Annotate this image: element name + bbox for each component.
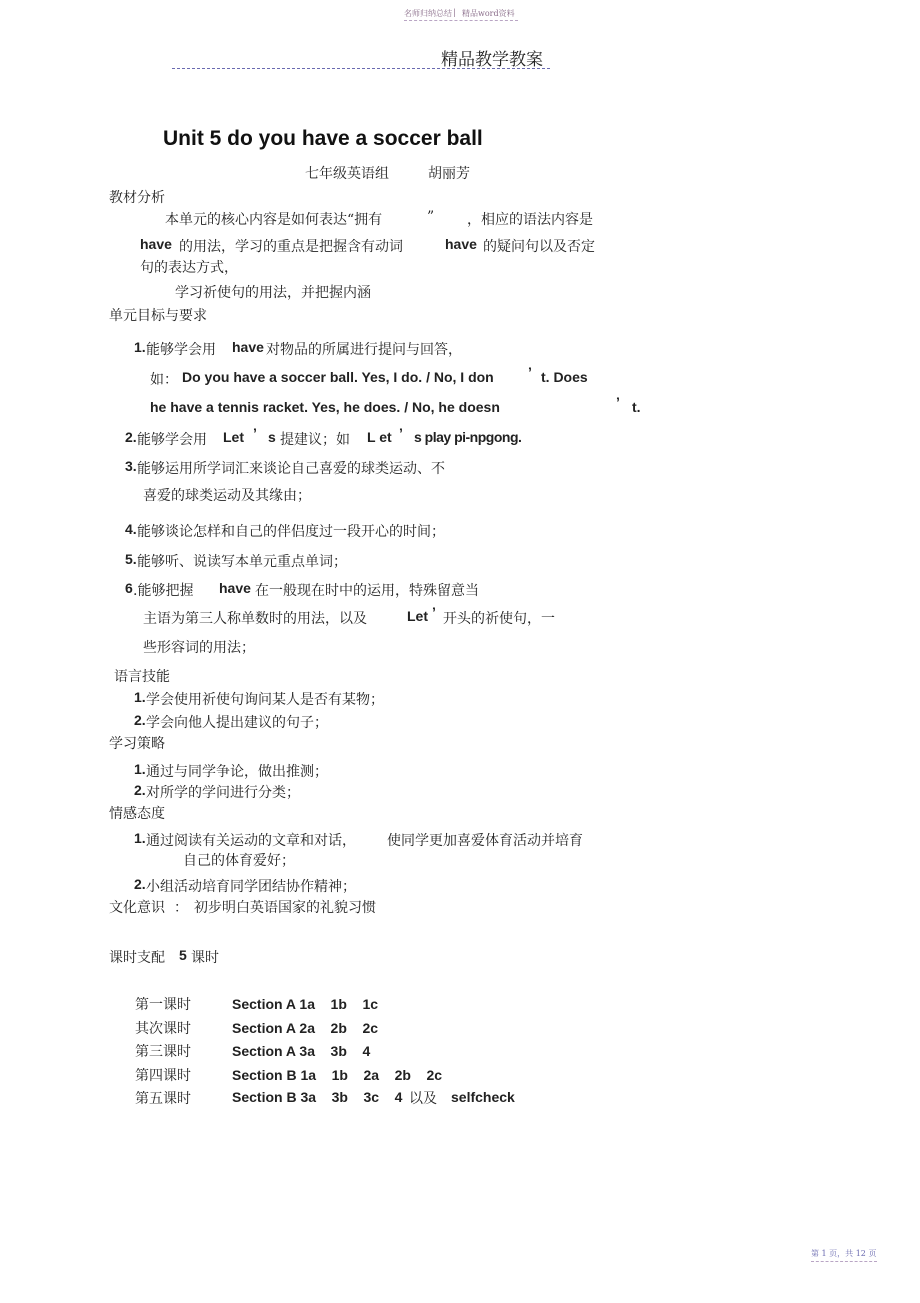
goal-1-text-a: 能够学会用	[146, 342, 216, 358]
strategy-heading: 学习策略	[109, 736, 165, 752]
goal-2-let-example: L et	[367, 429, 392, 445]
culture-heading: 文化意识	[109, 900, 165, 916]
header-underline	[404, 20, 518, 21]
goal-6-text-e: 些形容词的用法；	[143, 640, 255, 656]
skill-2-number: 2.	[134, 712, 146, 728]
strategy-2-number: 2.	[134, 782, 146, 798]
strategy-1-text: 通过与同学争论，做出推测；	[146, 764, 328, 780]
skill-1-text: 学会使用祈使句询问某人是否有某物；	[146, 692, 384, 708]
goal-4-text: 能够谈论怎样和自己的伴侣度过一段开心的时间；	[137, 524, 445, 540]
skill-2-text: 学会向他人提出建议的句子；	[146, 715, 328, 731]
goal-1-number: 1.	[134, 339, 146, 355]
goal-6-apostrophe: ’	[432, 604, 436, 620]
example-label: 如：	[150, 372, 178, 388]
header-right: 精品word资料	[462, 9, 515, 18]
schedule-lesson: 第一课时	[135, 997, 191, 1013]
goal-1-have: have	[232, 339, 264, 355]
goal-3-text-b: 喜爱的球类运动及其缘由；	[143, 488, 311, 504]
goal-2-number: 2.	[125, 429, 137, 445]
example-line-2-apostrophe: ’	[616, 394, 620, 410]
attitude-2-text: 小组活动培育同学团结协作精神；	[146, 879, 356, 895]
goal-6-text-a: .能够把握	[133, 583, 194, 599]
analysis-p1-c: ，相应的语法内容是	[467, 212, 593, 228]
analysis-have-1: have	[140, 236, 172, 252]
analysis-p3: 句的表达方式，	[140, 260, 238, 276]
attitude-1-text-b: 使同学更加喜爱体育活动并培育	[387, 833, 583, 849]
example-line-1-end: t. Does	[541, 369, 588, 385]
page-number: 第 1 页，共 12 页	[811, 1249, 877, 1258]
goal-6-text-c: 主语为第三人称单数时的用法，以及	[143, 611, 367, 627]
goal-2-s: s	[268, 429, 276, 445]
goal-2-apostrophe-2: ’	[399, 425, 403, 441]
example-line-2-end: t.	[632, 399, 641, 415]
banner-title: 精品教学教案	[441, 50, 543, 70]
schedule-content: Section B 1a 1b 2a 2b 2c	[232, 1067, 443, 1083]
goal-6-text-d: 开头的祈使句，一	[443, 611, 555, 627]
schedule-content: Section A 2a 2b 2c	[232, 1020, 379, 1036]
goal-6-let: Let	[407, 608, 428, 624]
example-line-2: he have a tennis racket. Yes, he does. / No, he doesn	[150, 399, 500, 415]
attitude-heading: 情感态度	[109, 806, 165, 822]
schedule-suffix: 以及	[409, 1091, 437, 1107]
author-group: 七年级英语组	[305, 166, 389, 182]
doc-title: Unit 5 do you have a soccer ball	[163, 127, 483, 150]
goal-1-text-b: 对物品的所属进行提问与回答，	[266, 342, 462, 358]
schedule-label: 课时支配	[109, 950, 165, 966]
culture-colon: ：	[174, 900, 188, 916]
header-separator: |	[453, 8, 456, 17]
schedule-lesson: 第四课时	[135, 1068, 191, 1084]
attitude-1-number: 1.	[134, 830, 146, 846]
schedule-unit: 课时	[191, 950, 219, 966]
attitude-1-text-c: 自己的体育爱好；	[183, 853, 295, 869]
header-left: 名师归纳总结	[404, 9, 452, 18]
goal-2-text-a: 能够学会用	[137, 432, 207, 448]
example-line-1-apostrophe: ’	[528, 364, 532, 380]
analysis-have-2: have	[445, 236, 477, 252]
goal-3-text-a: 能够运用所学词汇来谈论自己喜爱的球类运动、不	[137, 461, 445, 477]
goal-3-number: 3.	[125, 458, 137, 474]
analysis-heading: 教材分析	[109, 190, 165, 206]
schedule-content: Section A 3a 3b 4	[232, 1043, 371, 1059]
analysis-p4: 学习祈使句的用法，并把握内涵	[175, 285, 371, 301]
goal-4-number: 4.	[125, 521, 137, 537]
goal-5-number: 5.	[125, 551, 137, 567]
schedule-count: 5	[179, 947, 187, 963]
schedule-content: Section A 1a 1b 1c	[232, 996, 379, 1012]
author-name: 胡丽芳	[428, 166, 470, 182]
goals-heading: 单元目标与要求	[109, 308, 207, 324]
skills-heading: 语言技能	[114, 669, 170, 685]
analysis-p2-b: 的疑问句以及否定	[483, 239, 595, 255]
schedule-extra: selfcheck	[451, 1089, 515, 1105]
goal-5-text: 能够听、说读写本单元重点单词；	[137, 554, 347, 570]
schedule-content: Section B 3a 3b 3c 4	[232, 1089, 403, 1105]
strategy-2-text: 对所学的学问进行分类；	[146, 785, 300, 801]
attitude-2-number: 2.	[134, 876, 146, 892]
goal-6-number: 6	[125, 580, 133, 596]
analysis-p2-a: 的用法，学习的重点是把握含有动词	[179, 239, 403, 255]
goal-2-text-b: 提建议；如	[280, 432, 350, 448]
goal-2-apostrophe-1: ’	[253, 425, 257, 441]
schedule-lesson: 第五课时	[135, 1091, 191, 1107]
goal-6-text-b: 在一般现在时中的运用，特殊留意当	[255, 583, 479, 599]
goal-2-example-end: s play pi-npgong.	[414, 429, 522, 445]
schedule-lesson: 第三课时	[135, 1044, 191, 1060]
strategy-1-number: 1.	[134, 761, 146, 777]
skill-1-number: 1.	[134, 689, 146, 705]
analysis-p1-a: 本单元的核心内容是如何表达“拥有	[165, 212, 383, 228]
analysis-p1-b: ”	[427, 209, 435, 225]
banner-rule	[172, 68, 550, 69]
example-line-1: Do you have a soccer ball. Yes, I do. / No, I don	[182, 369, 494, 385]
goal-2-let: Let	[223, 429, 244, 445]
schedule-lesson: 其次课时	[135, 1021, 191, 1037]
goal-6-have: have	[219, 580, 251, 596]
footer-underline	[811, 1261, 877, 1262]
attitude-1-text-a: 通过阅读有关运动的文章和对话，	[146, 833, 356, 849]
culture-text: 初步明白英语国家的礼貌习惯	[194, 900, 376, 916]
